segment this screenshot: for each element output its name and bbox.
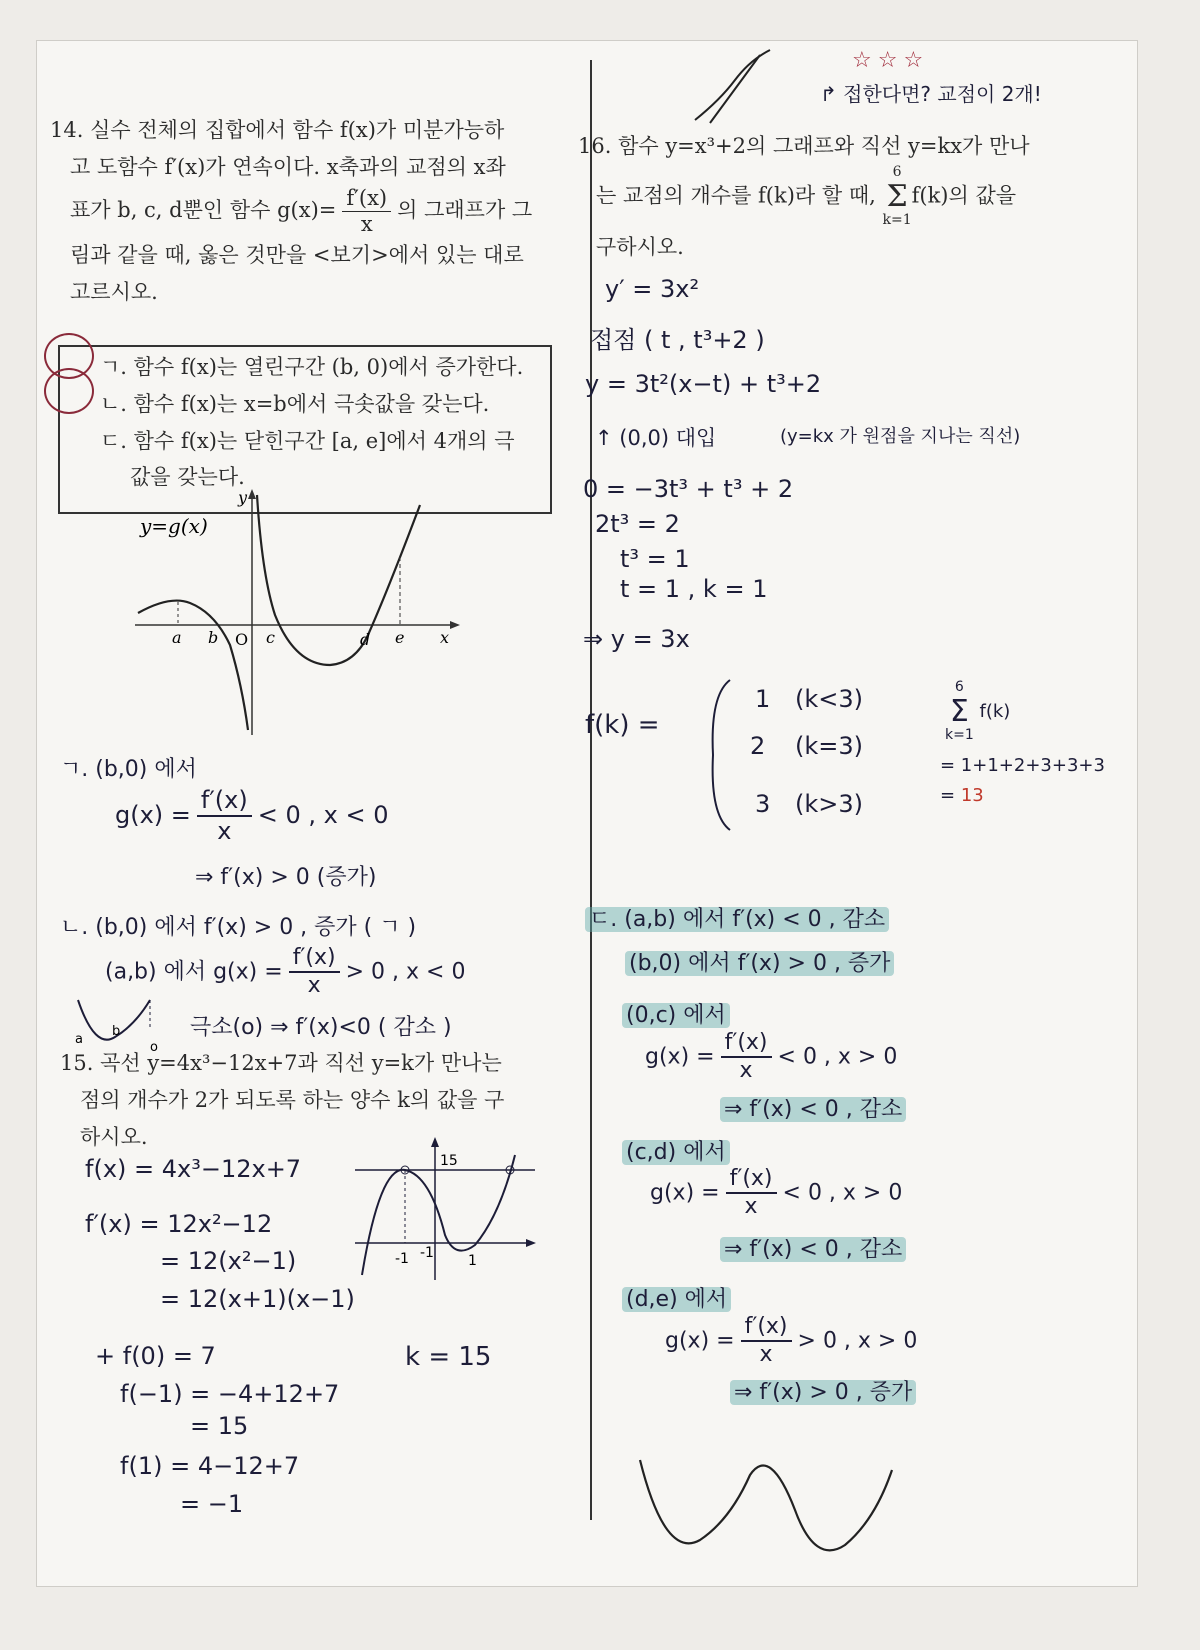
p16-sigma-top: 6 <box>892 163 902 180</box>
r2-res-text: ⇒ f′(x) < 0 , 감소 <box>720 1237 906 1262</box>
sol-n2 <box>105 945 465 1000</box>
p14-fraction <box>342 186 391 237</box>
r1-bot: x <box>739 1058 753 1084</box>
r3-b: > 0 , x > 0 <box>797 1328 918 1354</box>
bogi-item-4: 값을 갖는다. <box>130 465 245 490</box>
p16-line2 <box>578 165 1078 229</box>
p16-sol-l6: 2t³ = 2 <box>595 510 680 538</box>
sol-n2-frac <box>289 945 340 1000</box>
p14-line3-a: 표가 b, c, d뿐인 함수 g(x)= <box>70 197 337 222</box>
r2-eq <box>650 1166 902 1221</box>
case-3-cond: (k>3) <box>795 790 864 818</box>
sol-n2-bot: x <box>307 973 321 999</box>
sum-expr <box>945 680 1010 744</box>
fk-brace <box>705 675 735 835</box>
r1-res <box>720 1092 906 1123</box>
p16-sol-l2: 접점 ( t , t³+2 ) <box>590 326 765 354</box>
p14-frac-bot: x <box>360 211 373 236</box>
p16-sol-l5: 0 = −3t³ + t³ + 2 <box>583 475 794 503</box>
r3-top: f′(x) <box>741 1314 792 1342</box>
r2-res <box>720 1232 906 1263</box>
top-note-text: 접한다면? 교점이 2개! <box>843 82 1042 106</box>
p16-sol-l4a: ↑ (0,0) 대입 <box>595 426 717 450</box>
p16-line2-a: 는 교점의 개수를 f(k)라 할 때, <box>596 183 876 208</box>
d2 <box>625 946 894 977</box>
case-3-val: 3 <box>755 790 771 818</box>
sol-n3: 극소(o) ⇒ f′(x)<0 ( 감소 ) <box>190 1015 452 1040</box>
d2-text: (b,0) 에서 f′(x) > 0 , 증가 <box>625 951 894 976</box>
p15-graph-m1b: -1 <box>420 1245 434 1261</box>
p16-sol-l7: t³ = 1 <box>620 545 690 573</box>
p15-answer: k = 15 <box>405 1342 492 1372</box>
mini-o: o <box>150 1040 158 1055</box>
sol-n2-a: (a,b) 에서 g(x) = <box>105 959 283 985</box>
p15-sol-l4: = 12(x+1)(x−1) <box>160 1285 355 1313</box>
p14-line5: 고르시오. <box>70 279 158 304</box>
p16-sigma-bot: k=1 <box>882 212 912 229</box>
p15-graph-1: 1 <box>468 1253 477 1269</box>
d1 <box>585 902 889 933</box>
p14-line1: 14. 실수 전체의 집합에서 함수 f(x)가 미분가능하 <box>50 118 505 142</box>
fk-label: f(k) = <box>585 710 660 740</box>
p15-graph-15: 15 <box>440 1153 458 1169</box>
p16-sol-l1: y′ = 3x² <box>605 275 700 303</box>
top-note-stars: ☆☆☆ <box>852 48 930 73</box>
d1-text: ㄷ. (a,b) 에서 f′(x) < 0 , 감소 <box>585 907 889 932</box>
g-point-b: b <box>208 628 219 647</box>
bogi-item-2: ㄴ. 함수 f(x)는 x=b에서 극솟값을 갖는다. <box>100 391 490 416</box>
sum-term: f(k) <box>979 700 1011 722</box>
p14-line3 <box>50 186 550 237</box>
sum-sigma: 6 Σ k=1 <box>945 679 974 744</box>
r2-b: < 0 , x > 0 <box>782 1180 903 1206</box>
sol-n2-top: f′(x) <box>289 945 340 973</box>
p14-line2: 고 도함수 f′(x)가 연속이다. x축과의 교점의 x좌 <box>70 154 506 179</box>
r1-top: f′(x) <box>721 1030 772 1058</box>
r3-frac <box>741 1314 792 1369</box>
g-func-label: y=g(x) <box>140 514 208 538</box>
p16-line3: 구하시오. <box>596 234 684 259</box>
sum-line: = 1+1+2+3+3+3 <box>940 755 1105 776</box>
p15-line2: 점의 개수가 2가 되도록 하는 양수 k의 값을 구 <box>80 1087 505 1112</box>
problem-16 <box>578 128 1078 265</box>
case-2-val: 2 <box>750 732 766 760</box>
sum-eq: = <box>940 785 956 806</box>
r2-frac <box>726 1166 777 1221</box>
g-point-e: e <box>395 628 405 647</box>
sol-g2-frac <box>197 786 252 846</box>
r1-title-text: (0,c) 에서 <box>622 1003 730 1028</box>
p15-graph <box>350 1135 540 1285</box>
r2-top: f′(x) <box>726 1166 777 1194</box>
r1-title <box>622 998 730 1029</box>
p15-sol-l2: f′(x) = 12x²−12 <box>85 1210 273 1238</box>
p16-line2-b: f(k)의 값을 <box>911 183 1017 208</box>
r3-res <box>730 1375 916 1406</box>
case-1-cond: (k<3) <box>795 685 864 713</box>
sol-g2-bot: x <box>217 816 232 845</box>
p15-sol-l7: = 15 <box>190 1412 249 1440</box>
p16-sol-l4b: (y=kx 가 원점을 지나는 직선) <box>780 426 1021 447</box>
p15-sol-l3: = 12(x²−1) <box>160 1247 297 1275</box>
r1-res-text: ⇒ f′(x) < 0 , 감소 <box>720 1097 906 1122</box>
sol-g2-a: g(x) = <box>115 800 191 829</box>
sum-sigma-bot: k=1 <box>945 727 974 744</box>
r3-a: g(x) = <box>665 1328 735 1354</box>
mini-b: b <box>112 1024 121 1039</box>
p14-line3-b: 의 그래프가 그 <box>397 197 533 222</box>
column-divider <box>590 60 592 1520</box>
r1-b: < 0 , x > 0 <box>777 1044 898 1070</box>
g-point-a: a <box>172 628 182 647</box>
r1-frac <box>721 1030 772 1085</box>
p14-frac-top: f′(x) <box>342 186 391 212</box>
sol-n1: ㄴ. (b,0) 에서 f′(x) > 0 , 증가 ( ㄱ ) <box>60 915 417 940</box>
bogi-item-1: ㄱ. 함수 f(x)는 열린구간 (b, 0)에서 증가한다. <box>100 355 524 379</box>
r2-bot: x <box>744 1194 758 1220</box>
r3-res-text: ⇒ f′(x) > 0 , 증가 <box>730 1380 916 1405</box>
g-x-axis-label: x <box>440 628 450 647</box>
sum-result-line <box>940 785 984 806</box>
wave-doodle <box>630 1450 900 1570</box>
r1-eq <box>645 1030 897 1085</box>
case-1-val: 1 <box>755 685 771 713</box>
top-note: ↱ 접한다면? 교점이 2개! <box>820 82 1042 106</box>
p15-sol-l6: f(−1) = −4+12+7 <box>120 1380 340 1408</box>
sum-result: 13 <box>960 785 984 806</box>
bogi-item-3: ㄷ. 함수 f(x)는 닫힌구간 [a, e]에서 4개의 극 <box>100 428 515 453</box>
p15-sol-l1: f(x) = 4x³−12x+7 <box>85 1155 302 1183</box>
sol-g1: ㄱ. (b,0) 에서 <box>60 757 197 782</box>
p15-sol-l5: + f(0) = 7 <box>95 1342 216 1370</box>
g-point-d: d <box>360 630 371 649</box>
case-2-cond: (k=3) <box>795 732 864 760</box>
p15-line3: 하시오. <box>80 1124 148 1149</box>
p15-line1: 15. 곡선 y=4x³−12x+7과 직선 y=k가 만나는 <box>60 1051 502 1075</box>
g-y-axis-label: y <box>238 488 248 507</box>
answer-circle-2 <box>44 368 94 414</box>
p15-graph-m1: -1 <box>395 1251 409 1267</box>
sol-g2 <box>115 786 388 846</box>
p16-sol-l9: ⇒ y = 3x <box>583 625 690 653</box>
g-graph <box>130 485 470 740</box>
p15-sol-l8: f(1) = 4−12+7 <box>120 1452 300 1480</box>
r2-title <box>622 1135 730 1166</box>
r3-title-text: (d,e) 에서 <box>622 1287 731 1312</box>
r2-title-text: (c,d) 에서 <box>622 1140 730 1165</box>
p15-sol-l9: = −1 <box>180 1490 244 1518</box>
p16-sol-l3: y = 3t²(x−t) + t³+2 <box>585 370 822 398</box>
g-point-c: c <box>266 628 275 647</box>
sum-sigma-top: 6 <box>954 679 964 695</box>
sol-g3: ⇒ f′(x) > 0 (증가) <box>195 865 377 890</box>
sol-g2-b: < 0 , x < 0 <box>257 800 389 829</box>
r2-a: g(x) = <box>650 1180 720 1206</box>
p16-sigma: 6 Σ k=1 <box>882 163 912 229</box>
r3-title <box>622 1282 731 1313</box>
r3-bot: x <box>759 1342 773 1368</box>
r1-a: g(x) = <box>645 1044 715 1070</box>
tangent-doodle <box>690 45 780 125</box>
p14-line4: 림과 같을 때, 옳은 것만을 <보기>에서 있는 대로 <box>70 242 524 267</box>
r3-eq <box>665 1314 917 1369</box>
p16-line1: 16. 함수 y=x³+2의 그래프와 직선 y=kx가 만나 <box>578 134 1030 158</box>
problem-14 <box>50 112 550 310</box>
mini-a: a <box>75 1032 83 1047</box>
sol-g2-top: f′(x) <box>197 786 252 817</box>
sol-n2-b: > 0 , x < 0 <box>345 959 466 985</box>
p16-sol-l8: t = 1 , k = 1 <box>620 575 768 603</box>
g-origin-label: O <box>235 630 249 649</box>
